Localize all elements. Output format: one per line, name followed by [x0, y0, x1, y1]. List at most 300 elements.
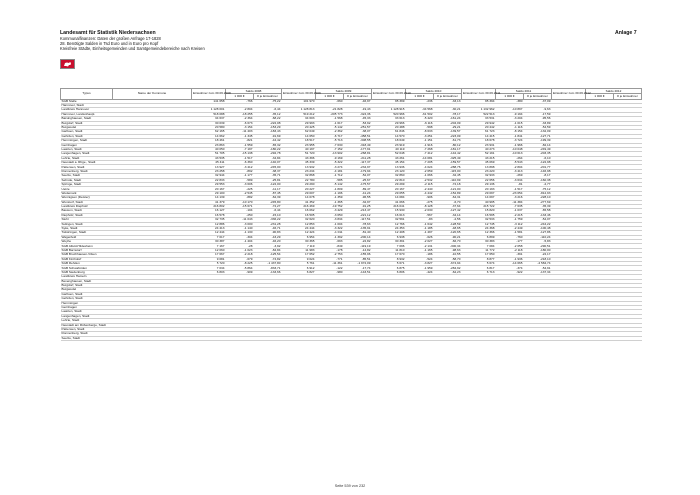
row-value: -2 058: [496, 244, 524, 248]
row-value: 12 366: [462, 231, 496, 235]
row-name: SGB Bruchhausen-Vilsen: [61, 253, 192, 257]
row-value: -14 665: [496, 262, 524, 266]
row-value: -205 773: [316, 112, 344, 116]
row-value: 519 212: [282, 112, 316, 116]
row-value: 23 955: [282, 143, 316, 147]
row-value: 51 705: [192, 152, 226, 156]
row-value: -110,99: [434, 178, 462, 182]
row-value: -8 154: [496, 130, 524, 134]
row-value: -1 959: [406, 266, 434, 270]
row-value: 23 919: [372, 143, 406, 147]
row-value: -64,31: [434, 196, 462, 200]
row-value: -1 011: [316, 231, 344, 235]
row-value: -3 412: [226, 165, 254, 169]
row-value: -250: [226, 213, 254, 217]
row-value: 7 096: [372, 244, 406, 248]
row-name: Sehnde, Stadt: [61, 178, 192, 182]
row-name: Diepholz, Stadt: [61, 213, 192, 217]
row-value: 30 387: [192, 240, 226, 244]
row-value: -2 115: [406, 183, 434, 187]
row-name: Pattensen, Stadt: [61, 165, 192, 169]
row-empty-cell: [614, 336, 642, 340]
row-value: -91,25: [344, 204, 372, 208]
row-value: -110,24: [524, 235, 552, 239]
row-value: [344, 336, 372, 340]
row-value: -269: [496, 174, 524, 178]
row-value: 32 591: [372, 218, 406, 222]
row-value: -120,65: [434, 231, 462, 235]
row-value: 95 394: [462, 99, 496, 103]
row-value: 62 165: [192, 130, 226, 134]
row-value: -6 116: [406, 121, 434, 125]
row-value: -84,84: [254, 248, 282, 252]
row-value: -18 255: [226, 112, 254, 116]
row-value: 61 846: [372, 130, 406, 134]
row-value: -1 936: [496, 257, 524, 261]
row-value: -25,67: [344, 178, 372, 182]
row-value: -882: [226, 196, 254, 200]
row-value: 5 674: [462, 262, 496, 266]
row-value: -598: [406, 125, 434, 129]
report-header: [60, 30, 205, 52]
row-value: -1 023: [226, 248, 254, 252]
report-title: Kommunalfinanzen: Daten der großen Anfrage 17-1828: [60, 36, 161, 41]
col-saldo-2010: Saldo 2010: [406, 89, 462, 94]
row-value: 18 649: [372, 139, 406, 143]
row-value: -22,17: [524, 253, 552, 257]
row-value: -1 809: [316, 187, 344, 191]
row-name: SGB Rehden: [61, 262, 192, 266]
row-value: -3 634: [496, 178, 524, 182]
row-value: 16 578: [192, 213, 226, 217]
row-value: -221,12: [344, 213, 372, 217]
row-value: 6 938: [372, 235, 406, 239]
row-value: -75,22: [254, 99, 282, 103]
row-value: 16 062: [282, 209, 316, 213]
row-value: 216 469: [282, 204, 316, 208]
row-value: -83: [406, 218, 434, 222]
row-value: -1 581: [496, 231, 524, 235]
row-value: 30 391: [372, 240, 406, 244]
row-value: -37,09: [524, 99, 552, 103]
row-value: -2 218: [226, 253, 254, 257]
row-value: -1 497: [406, 231, 434, 235]
sub-eur-per-capita: € je Einwohner: [524, 94, 552, 99]
row-value: 32 620: [282, 218, 316, 222]
row-name: Laatzen, Stadt: [61, 147, 192, 151]
row-value: -62,39: [254, 196, 282, 200]
row-value: 34 637: [192, 117, 226, 121]
row-value: 29 100: [192, 191, 226, 195]
row-value: -75,12: [524, 187, 552, 191]
row-value: -524: [406, 257, 434, 261]
row-value: -122,00: [254, 183, 282, 187]
row-value: 11 810: [372, 248, 406, 252]
row-value: 29 136: [462, 183, 496, 187]
row-value: -2 215: [496, 213, 524, 217]
row-value: 15 930: [372, 209, 406, 213]
row-value: 32 860: [372, 174, 406, 178]
row-value: 40 119: [372, 147, 406, 151]
row-value: -91,69: [254, 134, 282, 138]
row-value: 32 533: [462, 218, 496, 222]
row-value: -2 118: [496, 248, 524, 252]
row-value: -9 194: [496, 112, 524, 116]
row-value: -980: [316, 270, 344, 274]
row-value: -6 717: [316, 134, 344, 138]
page-footer: Seite 539 von 232: [334, 484, 366, 488]
row-value: 30 383: [462, 240, 496, 244]
row-value: -22,82: [344, 240, 372, 244]
row-value: -6,70: [434, 200, 462, 204]
row-value: -3 834: [316, 218, 344, 222]
row-value: -1 165: [406, 248, 434, 252]
row-value: 13 936: [372, 165, 406, 169]
row-value: [192, 336, 226, 340]
row-value: -115,00: [434, 169, 462, 173]
row-value: -127,86: [524, 231, 552, 235]
row-value: 14 078: [282, 196, 316, 200]
row-value: 520 966: [372, 112, 406, 116]
row-value: 41 066: [372, 200, 406, 204]
row-value: -21 828: [316, 108, 344, 112]
row-value: 20 167: [192, 187, 226, 191]
row-value: -1 196: [316, 191, 344, 195]
row-value: -178: [316, 248, 344, 252]
row-value: -62,23: [434, 270, 462, 274]
row-value: -324,36: [344, 112, 372, 116]
row-value: -771: [316, 257, 344, 261]
row-value: -849: [316, 244, 344, 248]
row-value: 14 650: [282, 134, 316, 138]
row-value: -177,91: [344, 147, 372, 151]
row-value: -128,59: [434, 222, 462, 226]
row-value: 141 658: [192, 99, 226, 103]
row-value: 52 048: [372, 152, 406, 156]
attachment-label: Anlage 7: [615, 30, 637, 36]
row-value: -179,94: [344, 169, 372, 173]
row-value: -89,47: [344, 187, 372, 191]
row-name: Weyhe: [61, 240, 192, 244]
row-value: 6 954: [282, 235, 316, 239]
publisher-name: Landesamt für Statistik Niedersachsen: [60, 30, 156, 36]
row-value: 61 723: [462, 130, 496, 134]
row-value: -1 037: [496, 209, 524, 213]
row-value: -1 151: [406, 139, 434, 143]
row-value: -180,22: [254, 147, 282, 151]
row-value: -2 364: [226, 117, 254, 121]
row-value: 12 766: [372, 222, 406, 226]
row-value: 30 039: [192, 121, 226, 125]
row-value: -3 000: [226, 222, 254, 226]
row-value: -222,08: [254, 121, 282, 125]
row-value: -3 429: [316, 209, 344, 213]
row-value: -10 897: [496, 108, 524, 112]
row-value: -223,09: [434, 134, 462, 138]
row-value: 32 933: [462, 174, 496, 178]
row-name: Langenhagen, Stadt: [61, 152, 192, 156]
row-value: -1 617: [316, 121, 344, 125]
row-value: -308,55: [344, 139, 372, 143]
row-value: -336,22: [254, 218, 282, 222]
row-value: 43 396: [282, 156, 316, 160]
row-value: -1 972,09: [344, 262, 372, 266]
row-value: -213,47: [344, 209, 372, 213]
col-saldo-2009: Saldo 2009: [316, 89, 372, 94]
row-value: -3 827: [406, 262, 434, 266]
row-value: 41 352: [282, 200, 316, 204]
row-value: -5 543: [496, 161, 524, 165]
row-value: 12 886: [192, 222, 226, 226]
row-value: 14 415: [462, 134, 496, 138]
row-value: -175,57: [344, 183, 372, 187]
row-name: Landkreis Hannover: [61, 108, 192, 112]
row-value: 43 215: [462, 156, 496, 160]
row-value: -117,51: [344, 218, 372, 222]
row-value: -4 442: [406, 191, 434, 195]
row-name: Landkreis Diepholz: [61, 204, 192, 208]
row-value: -127,42: [434, 209, 462, 213]
row-value: 32 868: [282, 174, 316, 178]
row-value: -5 322: [316, 161, 344, 165]
row-value: -61,73: [434, 139, 462, 143]
row-value: -674,94: [434, 262, 462, 266]
row-value: 20 227: [282, 187, 316, 191]
row-value: -391: [496, 253, 524, 257]
sub-tsd-eur: 1 000 €: [406, 94, 434, 99]
row-value: 23 234: [282, 169, 316, 173]
row-value: -30,21: [434, 108, 462, 112]
row-value: -892: [226, 169, 254, 173]
row-name: Sulingen, Stadt: [61, 222, 192, 226]
sub-tsd-eur: 1 000 €: [586, 94, 614, 99]
row-value: -374: [496, 266, 524, 270]
row-value: -1 712: [316, 174, 344, 178]
row-value: -33,13: [434, 99, 462, 103]
row-value: -8 633: [406, 130, 434, 134]
row-name: Landkreis Hameln: [61, 275, 192, 279]
row-name: Seelze, Stadt: [61, 336, 192, 340]
row-name: Lehrte, Stadt: [61, 156, 192, 160]
row-value: 6 875: [372, 266, 406, 270]
row-name: Isernhagen: [61, 305, 192, 309]
row-value: 8 877: [462, 257, 496, 261]
row-value: -3 204: [496, 117, 524, 121]
row-name: SGB Stelle: [61, 99, 192, 103]
row-value: -679: [226, 257, 254, 261]
row-value: 24 413: [192, 226, 226, 230]
row-value: -133,46: [524, 213, 552, 217]
row-value: -304: [226, 235, 254, 239]
row-value: -906: [406, 196, 434, 200]
row-value: -201,77: [524, 165, 552, 169]
row-value: -2 753: [316, 253, 344, 257]
row-value: -140,07: [254, 161, 282, 165]
row-value: 16 127: [192, 209, 226, 213]
row-value: -1 345: [226, 134, 254, 138]
row-value: -46,71: [254, 226, 282, 230]
row-value: -127,71: [524, 134, 552, 138]
row-name: Burgwedel: [61, 288, 192, 292]
row-name: Springe, Stadt: [61, 183, 192, 187]
row-value: -11 361: [316, 262, 344, 266]
row-value: 33 613: [372, 117, 406, 121]
row-value: -693: [316, 240, 344, 244]
row-value: -268,81: [344, 152, 372, 156]
state-coat-of-arms-icon: [60, 59, 75, 69]
row-value: -3 154: [226, 125, 254, 129]
row-value: 1 128 813: [282, 108, 316, 112]
row-value: -292,78: [254, 152, 282, 156]
row-value: -3 274: [316, 165, 344, 169]
col-saldo-2012: Saldo 2012: [586, 89, 642, 94]
row-value: 12 060: [192, 248, 226, 252]
row-value: 17 650: [462, 253, 496, 257]
row-value: -19 752: [316, 204, 344, 208]
row-name: Ronnenberg, Stadt: [61, 332, 192, 336]
row-value: -122: [316, 266, 344, 270]
row-value: -48,65: [434, 226, 462, 230]
row-value: 30 365: [282, 240, 316, 244]
row-value: -80,12: [434, 143, 462, 147]
row-value: -3 112: [496, 222, 524, 226]
row-value: -65,58: [524, 209, 552, 213]
row-value: -85,51: [344, 257, 372, 261]
row-value: -45,33: [344, 117, 372, 121]
row-value: 41 379: [192, 200, 226, 204]
row-value: -90,83: [254, 231, 282, 235]
row-value: -6,44: [254, 108, 282, 112]
row-value: -275: [406, 200, 434, 204]
row-value: -10 613: [496, 152, 524, 156]
row-value: -5 420: [406, 117, 434, 121]
row-value: 13 898: [462, 165, 496, 169]
row-value: -160,38: [524, 178, 552, 182]
row-name: Gehrden, Stadt: [61, 297, 192, 301]
row-value: 24 368: [462, 226, 496, 230]
row-value: -3 650: [316, 213, 344, 217]
row-value: -2 545: [226, 191, 254, 195]
row-value: -1 004: [316, 222, 344, 226]
row-value: -119,19: [344, 244, 372, 248]
row-value: -4 181: [316, 169, 344, 173]
row-value: 23 863: [192, 143, 226, 147]
row-value: 29 966: [372, 121, 406, 125]
row-value: 16 595: [462, 213, 496, 217]
row-value: -4 024: [406, 165, 434, 169]
col-saldo-2008: Saldo 2008: [226, 89, 282, 94]
row-value: -54,91: [524, 266, 552, 270]
row-value: 51 720: [282, 152, 316, 156]
row-value: -34,14: [434, 213, 462, 217]
row-value: -7 268: [406, 147, 434, 151]
row-value: -11 384: [496, 200, 524, 204]
row-value: -52,07: [344, 174, 372, 178]
row-value: -249,49: [524, 147, 552, 151]
row-value: -155,96: [344, 253, 372, 257]
row-value: 6 806: [372, 270, 406, 274]
col-einwohner-2009: Einwohner zum 30.06.2009: [282, 89, 316, 100]
sub-tsd-eur: 1 000 €: [226, 94, 254, 99]
row-name: Stuhr: [61, 218, 192, 222]
row-value: -325,49: [434, 156, 462, 160]
row-value: -458,51: [344, 134, 372, 138]
row-value: -87,45: [254, 191, 282, 195]
row-value: -82,14: [524, 143, 552, 147]
row-value: -3,92: [254, 244, 282, 248]
row-value: -2 030: [406, 209, 434, 213]
row-value: 34 603: [282, 117, 316, 121]
row-value: 9 024: [282, 257, 316, 261]
row-value: 1 132 962: [462, 108, 496, 112]
row-value: -200,14: [344, 235, 372, 239]
row-value: -54,07: [524, 218, 552, 222]
row-value: -139,57: [434, 130, 462, 134]
row-value: -2,77: [524, 183, 552, 187]
row-value: 20 193: [462, 187, 496, 191]
table-body: [61, 99, 642, 340]
row-value: -41,24: [344, 191, 372, 195]
row-value: 11 772: [462, 248, 496, 252]
row-value: 20 442: [462, 125, 496, 129]
row-value: -132,09: [524, 130, 552, 134]
row-value: 1 128 915: [372, 108, 406, 112]
row-value: 6 817: [462, 266, 496, 270]
row-value: -11 403: [226, 130, 254, 134]
row-value: -32,97: [344, 200, 372, 204]
row-value: -1 559: [226, 143, 254, 147]
row-value: -74,82: [254, 257, 282, 261]
row-value: -2 584,74: [524, 262, 552, 266]
row-name: Wagenfeld: [61, 235, 192, 239]
row-value: 101 970: [282, 99, 316, 103]
row-value: [434, 336, 462, 340]
row-value: -290,51: [524, 244, 552, 248]
sub-tsd-eur: 1 000 €: [496, 94, 524, 99]
row-value: -660: [316, 99, 344, 103]
row-value: -922: [496, 270, 524, 274]
row-value: -245,80: [254, 200, 282, 204]
row-value: -6,10: [524, 156, 552, 160]
row-value: -1 759: [496, 218, 524, 222]
row-value: -61 502: [406, 112, 434, 116]
row-value: 22 833: [192, 178, 226, 182]
row-value: 29 993: [282, 121, 316, 125]
row-value: 7 034: [192, 266, 226, 270]
row-value: [462, 336, 496, 340]
row-value: -37,64: [434, 204, 462, 208]
row-value: -1 841: [496, 134, 524, 138]
row-name: Hannover, Stadt: [61, 103, 192, 107]
row-value: -53,92: [344, 121, 372, 125]
row-value: -38,07: [344, 130, 372, 134]
row-value: 13 932: [282, 165, 316, 169]
row-value: 40 273: [462, 147, 496, 151]
row-value: -181,17: [434, 147, 462, 151]
row-value: 18 678: [462, 139, 496, 143]
row-value: -7 205: [406, 161, 434, 165]
row-name: SGB Schwaförden: [61, 266, 192, 270]
row-value: -7 635: [496, 204, 524, 208]
col-einwohner-2008: Einwohner zum 30.06.2008: [192, 89, 226, 100]
row-value: [226, 336, 254, 340]
row-value: 12 853: [282, 222, 316, 226]
row-value: [496, 336, 524, 340]
row-value: -231,28: [254, 222, 282, 226]
row-value: 8 932: [372, 257, 406, 261]
row-value: -5 142: [316, 183, 344, 187]
row-value: -1 066: [406, 174, 434, 178]
